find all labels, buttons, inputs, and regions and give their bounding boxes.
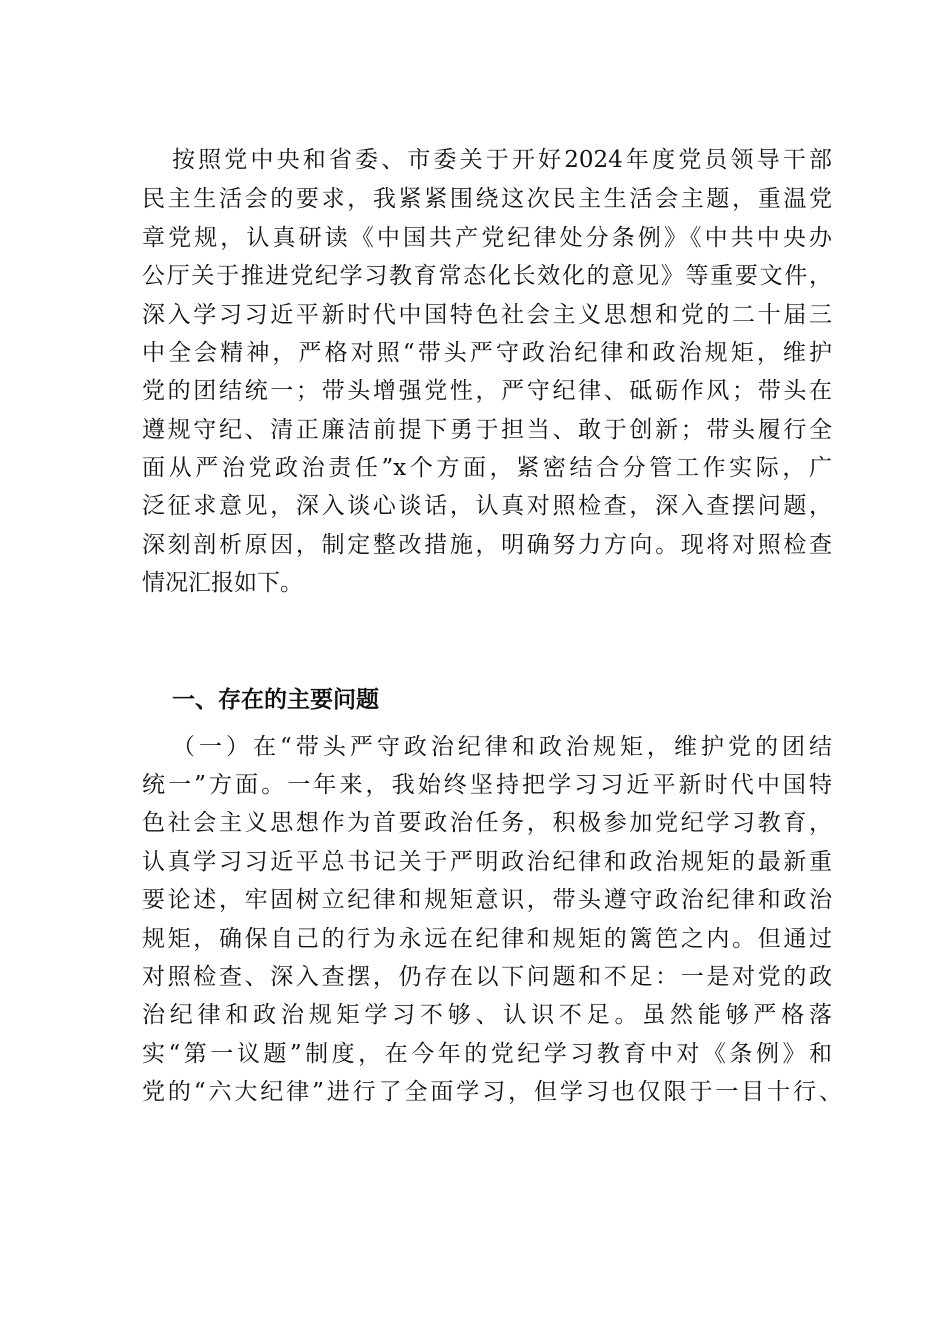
text-line: 规矩，确保自己的行为永远在纪律和规矩的篱笆之内。但通过 <box>142 926 832 952</box>
text-line: 泛征求意见，深入谈心谈话，认真对照检查，深入查摆问题， <box>142 493 832 519</box>
text-line: 公厅关于推进党纪学习教育常态化长效化的意见》等重要文件， <box>142 263 832 289</box>
text-line: 按照党中央和省委、市委关于开好2024年度党员领导干部 <box>172 147 832 173</box>
text-line: 中全会精神，严格对照“带头严守政治纪律和政治规矩，维护 <box>142 340 832 366</box>
section-heading: 一、存在的主要问题 <box>172 687 379 713</box>
text-line: 情况汇报如下。 <box>142 570 303 596</box>
text-line: 章党规，认真研读《中国共产党纪律处分条例》《中共中央办 <box>142 225 832 251</box>
text-line: 党的“六大纪律”进行了全面学习，但学习也仅限于一目十行、 <box>142 1079 842 1105</box>
text-line: 面从严治党政治责任”x个方面，紧密结合分管工作实际，广 <box>142 455 832 481</box>
text-line: 深刻剖析原因，制定整改措施，明确努力方向。现将对照检查 <box>142 532 832 558</box>
text-line: 统一”方面。一年来，我始终坚持把学习习近平新时代中国特 <box>142 772 832 798</box>
text-line: （一）在“带头严守政治纪律和政治规矩，维护党的团结 <box>172 734 832 760</box>
text-line: 实“第一议题”制度，在今年的党纪学习教育中对《条例》和 <box>142 1041 832 1067</box>
text-line: 对照检查、深入查摆，仍存在以下问题和不足：一是对党的政 <box>142 964 832 990</box>
text-line: 认真学习习近平总书记关于严明政治纪律和政治规矩的最新重 <box>142 849 832 875</box>
text-line: 深入学习习近平新时代中国特色社会主义思想和党的二十届三 <box>142 302 832 328</box>
text-line: 色社会主义思想作为首要政治任务，积极参加党纪学习教育， <box>142 810 832 836</box>
text-line: 要论述，牢固树立纪律和规矩意识，带头遵守政治纪律和政治 <box>142 887 832 913</box>
text-line: 党的团结统一；带头增强党性，严守纪律、砥砺作风；带头在 <box>142 378 832 404</box>
text-line: 治纪律和政治规矩学习不够、认识不足。虽然能够严格落 <box>142 1002 832 1028</box>
text-line: 民主生活会的要求，我紧紧围绕这次民主生活会主题，重温党 <box>142 186 832 212</box>
text-line: 遵规守纪、清正廉洁前提下勇于担当、敢于创新；带头履行全 <box>142 417 832 443</box>
